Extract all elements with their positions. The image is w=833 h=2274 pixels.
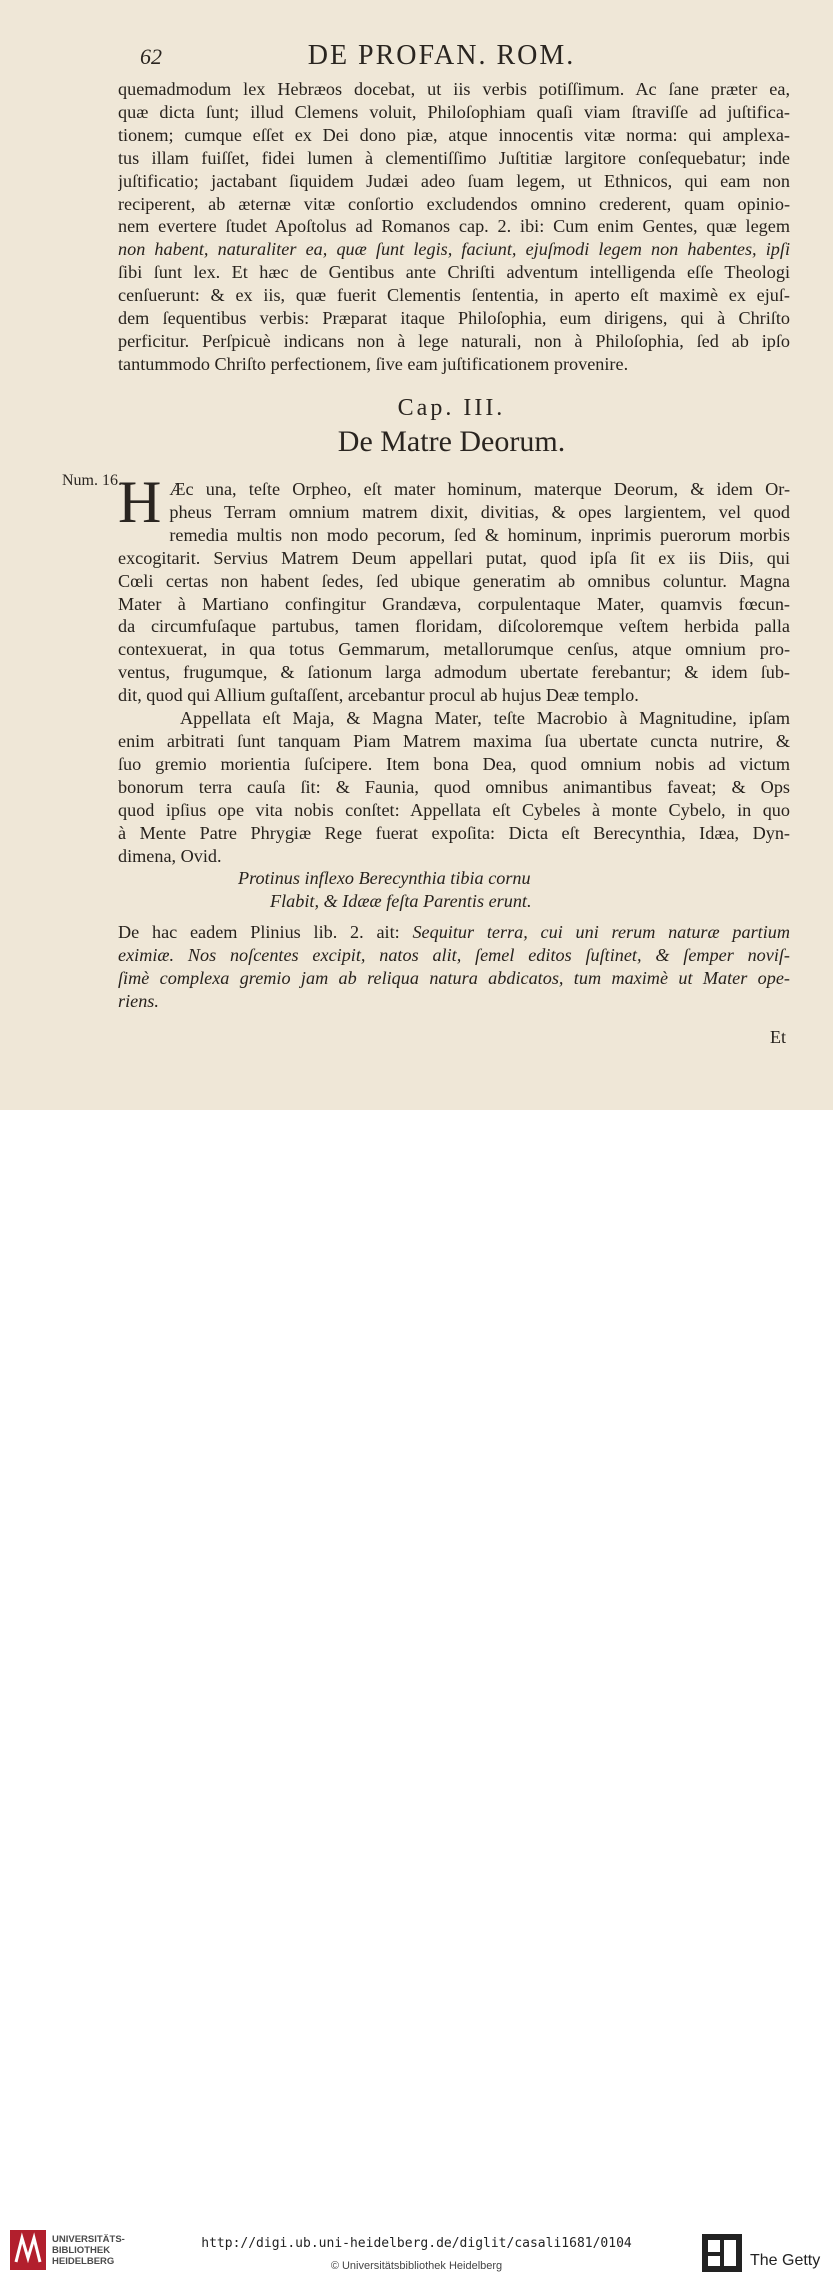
margin-note: Num. 16. [62, 472, 122, 489]
text-block-chapter [118, 469, 790, 1013]
text-line: Mater à Martiano confingitur Grandæva, corpulentaque Mater, quamvis fœcun- [118, 593, 790, 614]
text-line: juſtificatio; jactabant ſiquidem Judæi adeo ſuam legem, ut Ethnicos, qui eam non [118, 170, 790, 191]
text-line: cenſuerunt: & ex iis, quæ fuerit Clementis ſententia, in aperto eſt maximè ex ejuſ- [118, 285, 790, 306]
text-line: ventus, frugumque, & ſationum larga admodum ubertate ferebantur; & idem ſub- [118, 662, 790, 683]
text-line: reciperent, ab æternæ vitæ conſortio excludendos omnino crederent, quam opinio- [118, 193, 790, 214]
chapter-number: Cap. III. [397, 395, 506, 421]
logo-text-line: BIBLIOTHEK [52, 2245, 111, 2256]
logo-text-line: HEIDELBERG [52, 2256, 115, 2267]
text-line: riens. [118, 990, 159, 1011]
running-head: DE PROFAN. ROM. [307, 40, 576, 71]
text-block-top [118, 78, 790, 376]
text-line: tionem; cumque eſſet ex Dei dono piæ, atque innocentis vitæ norma: qui amplexa- [118, 124, 790, 145]
text-line: da circumfuſaque partubus, tamen floridam, diſcoloremque veſtem herbida palla [118, 616, 790, 637]
text-line: nem evertere ſtudet Apoſtolus ad Romanos cap. 2. ibi: Cum enim Gentes, quæ legem [118, 216, 790, 237]
text-span-italic: Sequitur terra, cui uni rerum naturæ partium [412, 922, 790, 943]
text-line: Appellata eſt Maja, & Magna Mater, teſte Macrobio à Magnitudine, ipſam [180, 708, 790, 729]
text-line: dimena, Ovid. [118, 845, 222, 866]
text-line: excogitarit. Servius Matrem Deum appellari putat, quod ipſa ſit ex iis Diis, qui [118, 547, 790, 568]
getty-logo-icon [700, 2232, 744, 2274]
text-line: remedia multis non modo pecorum, ſed & hominum, inprimis puerorum morbis [169, 524, 790, 545]
text-line: quemadmodum lex Hebræos docebat, ut iis verbis potiſſimum. Ac ſane præter ea, [118, 79, 790, 99]
verse-line: Flabit, & Idææ feſta Parentis erunt. [270, 891, 532, 912]
text-line: dit, quod qui Allium guſtaſſent, arcebantur procul ab hujus Deæ templo. [118, 685, 639, 706]
copyright-notice: © Universitätsbibliothek Heidelberg [330, 2260, 503, 2272]
chapter-title: De Matre Deorum. [337, 425, 566, 458]
text-line: bonorum terra cauſa ſit: & Faunia, quod omnibus animantibus faveat; & Ops [118, 776, 790, 797]
text-line: quod ipſius ope vita nobis conſtet: Appellata eſt Cybeles à monte Cybelo, in quo [118, 799, 790, 820]
verse-line: Protinus inflexo Berecynthia tibia cornu [238, 868, 531, 889]
logo-text-line: UNIVERSITÄTS- [52, 2234, 125, 2245]
page-number: 62 [140, 44, 162, 69]
text-line: eximiæ. Nos noſcentes excipit, natos alit, ſemel editos ſuſtinet, & ſemper noviſ- [118, 945, 790, 966]
text-line: tantummodo Chriſto perfectionem, ſive eam juſtificationem provenire. [118, 353, 629, 374]
text-line: enim arbitrati ſunt tanquam Piam Matrem maxima ſua ubertate cuncta nutrire, & [118, 730, 790, 751]
text-line: Æc una, teſte Orpheo, eſt mater hominum, materque Deorum, & idem Or- [169, 479, 790, 499]
footer [0, 1110, 833, 2272]
text-line: perficitur. Perſpicuè indicans non à lege naturali, non à Philoſophia, ſed ab ipſo [118, 330, 790, 351]
catchword: Et [770, 1027, 786, 1047]
getty-name: The Getty [750, 2252, 821, 2269]
text-line: ſimè complexa gremio jam ab reliqua natura abdicatos, tum maximè ut Mater ope- [118, 968, 790, 989]
text-line [118, 921, 790, 944]
text-line: pheus Terram omnium matrem dixit, divitias, & opes largientem, vel quod [169, 501, 790, 522]
text-line: dem ſequentibus verbis: Præparat itaque Philoſophia, eum dirigens, qui à Chriſto [118, 308, 790, 329]
text-line: non habent, naturaliter ea, quæ ſunt legis, faciunt, ejuſmodi legem non habentes, ipſi [118, 239, 790, 260]
text-line: contexuerat, in qua totus Gemmarum, metallorumque cenſus, atque omnium pro- [118, 639, 790, 660]
text-line: quæ dicta ſunt; illud Clemens voluit, Philoſophiam quaſi viam ſtraviſſe ad juſtifica- [118, 101, 790, 122]
drop-cap: H [118, 469, 162, 535]
book-page [0, 0, 833, 1110]
text-line: ſuo gremio morientia ſuſcipere. Item bona Dea, quod omnium nobis ad victum [118, 753, 790, 774]
text-line: à Mente Patre Phrygiæ Rege fuerat expoſita: Dicta eſt Berecynthia, Idæa, Dyn- [118, 822, 790, 843]
text-span: De hac eadem Plinius lib. 2. ait: [118, 922, 413, 943]
text-line: Cœli certas non habent ſedes, ſed ubique generatim ab omnibus coluntur. Magna [118, 570, 790, 591]
permalink-url[interactable]: http://digi.ub.uni-heidelberg.de/diglit/casali1681/0104 [201, 2236, 632, 2251]
text-line: tus illam fuiſſet, fidei lumen à clementiſſimo Juſtitiæ largitore conſequebatur; inde [118, 147, 790, 168]
text-line: ſibi ſunt lex. Et hæc de Gentibus ante Chriſti adventum intelligenda eſſe Theologi [118, 262, 790, 283]
